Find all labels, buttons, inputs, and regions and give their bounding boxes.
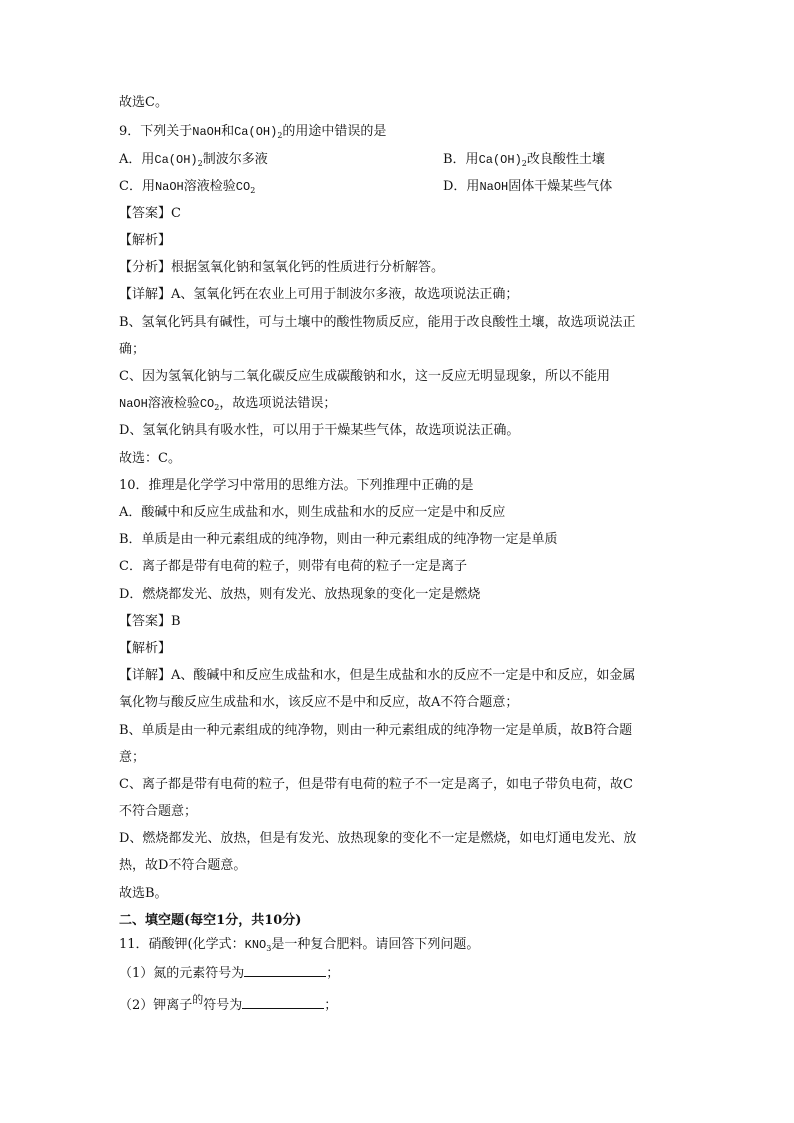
q9-detail-b-2: 确； <box>119 342 146 357</box>
q9-detail-d: D、氢氧化钠具有吸水性，可以用于干燥某些气体，故选项说法正确。 <box>119 423 520 438</box>
q11-part-2: （2）钾离子$^的$符号为 ； <box>119 993 338 1013</box>
q10-option-a: A．酸碱中和反应生成盐和水，则生成盐和水的反应一定是中和反应 <box>119 505 506 520</box>
q9-fenxi: 【分析】根据氢氧化钠和氢氧化钙的性质进行分析解答。 <box>119 260 445 275</box>
q10-detail-1: 【详解】A、酸碱中和反应生成盐和水，但是生成盐和水的反应不一定是中和反应，如金属 <box>119 668 636 683</box>
q10-detail-5: C、离子都是带有电荷的粒子，但是带有电荷的粒子不一定是离子，如电子带负电荷，故C <box>119 777 633 792</box>
q11-blank-2[interactable] <box>242 996 324 1009</box>
question-9-title: 9．下列关于NaOH和$Ca(OH)_2$的用途中错误的是 <box>119 124 387 140</box>
q9-analysis-heading: 【解析】 <box>119 233 172 248</box>
q10-detail-3: B、单质是由一种元素组成的纯净物，则由一种元素组成的纯净物一定是单质，故B符合题 <box>119 723 633 738</box>
q11-blank-1[interactable] <box>244 964 326 977</box>
q10-option-b: B．单质是由一种元素组成的纯净物，则由一种元素组成的纯净物一定是单质 <box>119 532 558 547</box>
q10-option-c: C．离子都是带有电荷的粒子，则带有电荷的粒子一定是离子 <box>119 559 467 574</box>
q9-detail-c-2: NaOH溶液检验$CO_2$，故选项说法错误； <box>119 396 337 412</box>
q10-detail-8: 热，故D不符合题意。 <box>119 858 247 873</box>
line-conclusion-prev: 故选C。 <box>119 95 168 110</box>
q10-detail-6: 不符合题意； <box>119 804 198 819</box>
q9-option-d: D．用NaOH固体干燥某些气体 <box>443 179 613 194</box>
question-11-title: 11．硝酸钾(化学式：$KNO_3$是一种复合肥料。请回答下列问题。 <box>119 937 480 953</box>
q9-detail-a: 【详解】A、氢氧化钙在农业上可用于制波尔多液，故选项说法正确； <box>119 287 519 302</box>
q10-detail-7: D、燃烧都发光、放热，但是有发光、放热现象的变化不一定是燃烧，如电灯通电发光、放 <box>119 831 637 846</box>
q9-detail-b-1: B、氢氧化钙具有碱性，可与土壤中的酸性物质反应，能用于改良酸性土壤，故选项说法正 <box>119 315 636 330</box>
q10-analysis-heading: 【解析】 <box>119 641 172 656</box>
q11-part-1: （1）氮的元素符号为 ； <box>119 966 340 981</box>
question-10-title: 10．推理是化学学习中常用的思维方法。下列推理中正确的是 <box>119 478 474 493</box>
q10-detail-4: 意； <box>119 750 146 765</box>
q9-answer: 【答案】C <box>119 206 181 221</box>
q9-detail-c-1: C、因为氢氧化钠与二氧化碳反应生成碳酸钠和水，这一反应无明显现象，所以不能用 <box>119 369 610 384</box>
q9-option-b: B．用$Ca(OH)_2$改良酸性土壤 <box>443 152 605 168</box>
q9-option-a: A．用$Ca(OH)_2$制波尔多液 <box>119 152 268 168</box>
q9-conclusion: 故选：C。 <box>119 451 181 466</box>
q10-detail-2: 氧化物与酸反应生成盐和水，该反应不是中和反应，故A不符合题意； <box>119 695 519 710</box>
section-2-heading: 二、填空题(每空1分，共10分) <box>119 913 302 928</box>
q10-answer: 【答案】B <box>119 614 181 629</box>
q10-option-d: D．燃烧都发光、放热，则有发光、放热现象的变化一定是燃烧 <box>119 587 481 602</box>
q10-conclusion: 故选B。 <box>119 886 168 901</box>
q9-option-c: C．用NaOH溶液检验$CO_2$ <box>119 179 256 195</box>
